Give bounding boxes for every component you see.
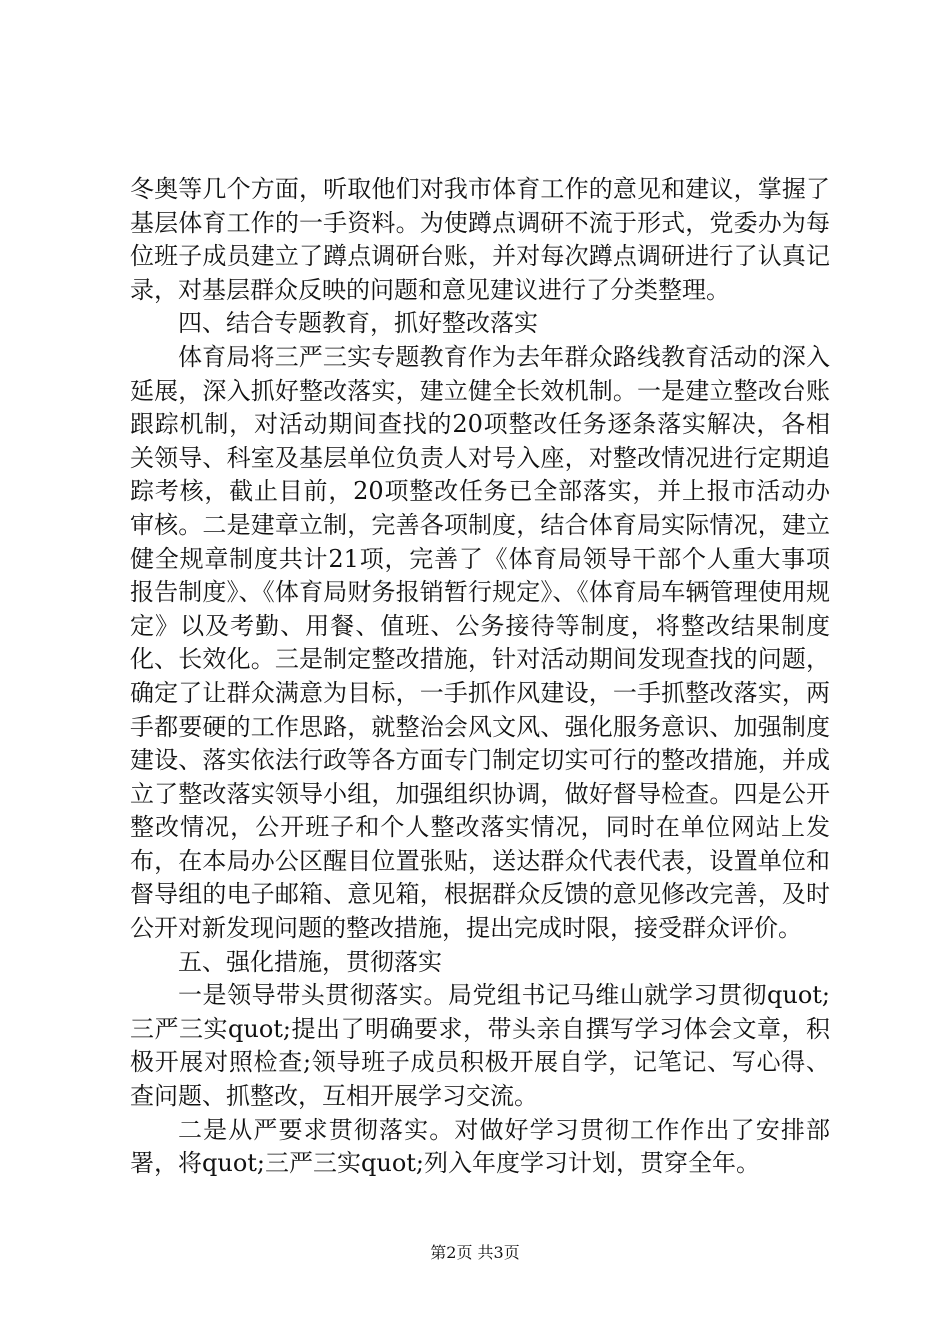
- section-heading-5: 五、强化措施，贯彻落实: [178, 947, 442, 976]
- paragraph-section-5-item-2: 二是从严要求贯彻落实。对做好学习贯彻工作作出了安排部署，将quot;三严三实quot;列入年度学习计划，贯穿全年。: [130, 1115, 830, 1178]
- paragraph-section-4: 体育局将三严三实专题教育作为去年群众路线教育活动的深入延展，深入抓好整改落实，建立健全长效机制。一是建立整改台账跟踪机制，对活动期间查找的20项整改任务逐条落实解决，各相关领导、科室及基层单位负责人对号入座，对整改情况进行定期追踪考核，截止目前，20项整改任务已全部落实，并上报市活动办审核。二是建章立制，完善各项制度，结合体育局实际情况，建立健全规章制度共计21项，完善了《体育局领导干部个人重大事项报告制度》、《体育局财务报销暂行规定》、《体育局车辆管理使用规定》以及考勤、用餐、值班、公务接待等制度，将整改结果制度化、长效化。三是制定整改措施，针对活动期间发现查找的问题，确定了让群众满意为目标，一手抓作风建设，一手抓整改落实，两手都要硬的工作思路，就整治会风文风、强化服务意识、加强制度建设、落实依法行政等各方面专门制定切实可行的整改措施，并成立了整改落实领导小组，加强组织协调，做好督导检查。四是公开整改情况，公开班子和个人整改落实情况，同时在单位网站上发布，在本局办公区醒目位置张贴，送达群众代表代表，设置单位和督导组的电子邮箱、意见箱，根据群众反馈的意见修改完善，及时公开对新发现问题的整改措施，提出完成时限，接受群众评价。: [130, 342, 830, 943]
- page-number-footer: 第2页 共3页: [430, 1243, 520, 1262]
- paragraph-section-5-item-1: 一是领导带头贯彻落实。局党组书记马维山就学习贯彻quot;三严三实quot;提出了明确要求，带头亲自撰写学习体会文章，积极开展对照检查;领导班子成员积极开展自学，记笔记、写心得、查问题、抓整改，互相开展学习交流。: [130, 981, 830, 1111]
- document-body: [130, 173, 830, 1181]
- section-heading-4: 四、结合专题教育，抓好整改落实: [178, 309, 538, 338]
- paragraph-intro: 冬奥等几个方面，听取他们对我市体育工作的意见和建议，掌握了基层体育工作的一手资料。为使蹲点调研不流于形式，党委办为每位班子成员建立了蹲点调研台账，并对每次蹲点调研进行了认真记录，对基层群众反映的问题和意见建议进行了分类整理。: [130, 175, 830, 304]
